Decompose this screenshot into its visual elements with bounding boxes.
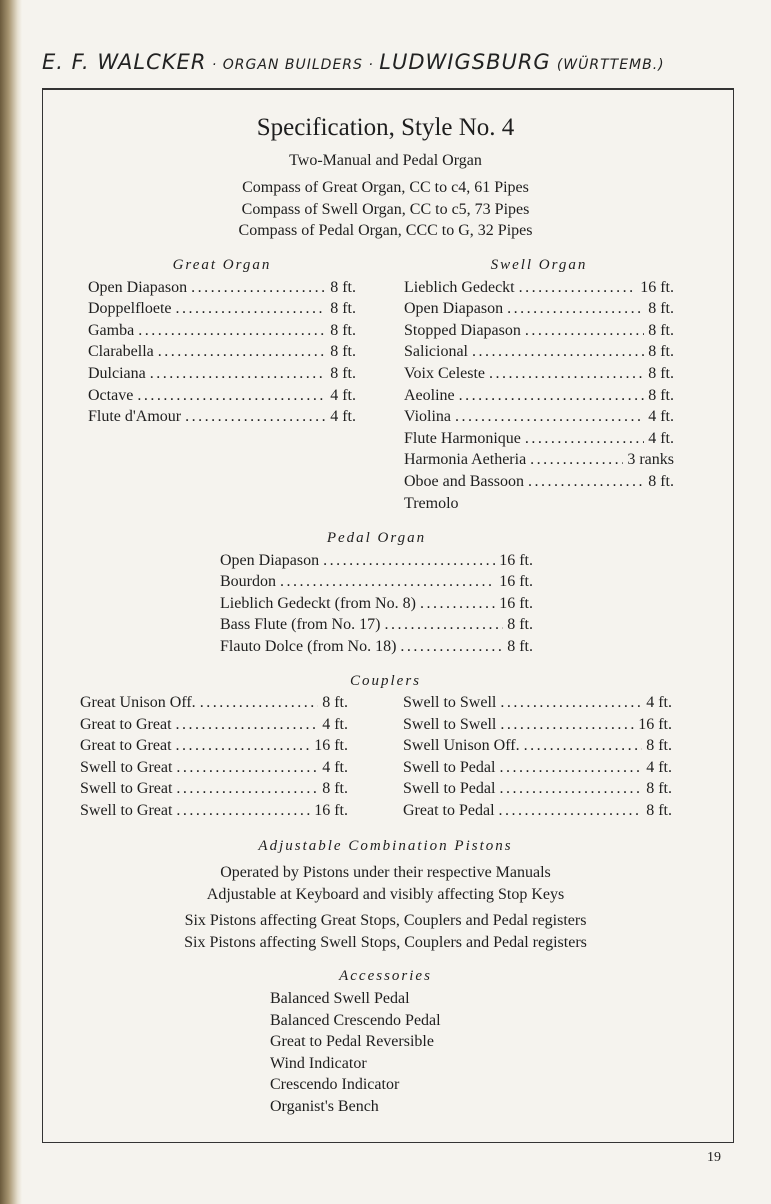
- stop-row: [88, 277, 356, 299]
- page-number: 19: [707, 1150, 721, 1165]
- stop-row: [404, 320, 674, 342]
- stop-name: Swell to Pedal: [403, 780, 496, 798]
- accessories-heading: Accessories: [339, 968, 432, 984]
- stop-row: [88, 406, 356, 428]
- stop-size: 8 ft.: [330, 300, 356, 318]
- stop-name: Great Unison Off.: [80, 694, 196, 711]
- stop-name: Swell to Swell: [403, 694, 497, 711]
- region: (WÜRTTEMB.): [556, 57, 665, 73]
- stop-size: 4 ft.: [648, 408, 674, 426]
- stop-name: Salicional: [404, 343, 468, 361]
- stop-name: Dulciana: [88, 364, 146, 382]
- stop-size: 8 ft.: [646, 780, 672, 798]
- stop-row: [403, 692, 672, 714]
- stop-size: 16 ft.: [499, 551, 533, 569]
- stop-name: Great to Pedal: [403, 801, 495, 819]
- piston-line: Operated by Pistons under their respective Manuals: [220, 864, 551, 881]
- leader-dots: [420, 593, 495, 615]
- stop-size: 8 ft.: [330, 321, 356, 339]
- maker-name: E. F. WALCKER: [42, 50, 207, 74]
- leader-dots: [524, 735, 643, 757]
- stop-name: Open Diapason: [88, 278, 188, 296]
- stop-size: 16 ft.: [314, 801, 348, 819]
- stop-size: 8 ft.: [646, 801, 672, 819]
- stop-size: 16 ft.: [499, 594, 533, 612]
- stop-row: [88, 298, 356, 320]
- leader-dots: [489, 363, 644, 385]
- leader-dots: [499, 757, 642, 779]
- stop-name: Swell Unison Off.: [403, 737, 520, 755]
- leader-dots: [499, 800, 643, 822]
- stop-name: Voix Celeste: [404, 364, 486, 382]
- stop-name: Flauto Dolce (from No. 18): [220, 637, 397, 655]
- stop-row: [404, 298, 674, 320]
- stop-size: 4 ft.: [330, 408, 356, 426]
- leader-dots: [499, 778, 642, 800]
- stop-size: 8 ft.: [648, 300, 674, 318]
- stop-row: [404, 385, 674, 407]
- leader-dots: [137, 385, 326, 407]
- stop-row: [220, 550, 533, 572]
- leader-dots: [530, 449, 623, 471]
- separator: ·: [206, 57, 223, 73]
- piston-line: Six Pistons affecting Swell Stops, Couplers and Pedal registers: [184, 934, 587, 951]
- stop-name: Doppelfloete: [88, 300, 172, 318]
- stop-row: [80, 800, 348, 822]
- piston-line: Adjustable at Keyboard and visibly affecting Stop Keys: [206, 886, 565, 903]
- stop-size: 16 ft.: [640, 278, 674, 296]
- stop-name: Open Diapason: [220, 551, 320, 569]
- stop-name: Lieblich Gedeckt (from No. 8): [220, 594, 416, 612]
- leader-dots: [472, 341, 644, 363]
- accessory-item: Balanced Crescendo Pedal: [270, 1011, 441, 1029]
- stop-size: 8 ft.: [322, 780, 348, 798]
- stop-row: [404, 449, 674, 471]
- leader-dots: [185, 406, 326, 428]
- stop-name: Flute Harmonique: [404, 429, 521, 447]
- stop-row: [404, 277, 674, 299]
- accessories-list: [270, 988, 441, 1118]
- leader-dots: [200, 692, 319, 714]
- stop-size: 8 ft.: [648, 321, 674, 339]
- stop-row: [88, 385, 356, 407]
- leader-dots: [400, 636, 503, 658]
- stop-size: 8 ft.: [330, 278, 356, 296]
- stop-name: Bass Flute (from No. 17): [220, 616, 381, 634]
- stop-name: Swell to Great: [80, 758, 173, 776]
- stop-row: [404, 406, 674, 428]
- stop-name: Swell to Swell: [403, 715, 497, 733]
- stop-row: [220, 571, 533, 593]
- stop-name: Clarabella: [88, 343, 154, 361]
- stop-size: 8 ft.: [648, 472, 674, 490]
- stop-row: [403, 714, 672, 736]
- leader-dots: [191, 277, 326, 299]
- stop-name: Lieblich Gedeckt: [404, 278, 515, 296]
- stop-size: 4 ft.: [646, 758, 672, 776]
- swell-organ: [404, 255, 674, 514]
- stop-size: 8 ft.: [330, 364, 356, 382]
- stop-name: Open Diapason: [404, 300, 504, 318]
- stop-size: 8 ft.: [648, 386, 674, 404]
- stop-size: 16 ft.: [314, 737, 348, 755]
- leader-dots: [525, 428, 644, 450]
- leader-dots: [138, 320, 326, 342]
- stop-name: Great to Great: [80, 715, 172, 733]
- accessory-item: Great to Pedal Reversible: [270, 1033, 434, 1051]
- swell-heading: Swell Organ: [490, 257, 588, 273]
- stop-size: 16 ft.: [638, 715, 672, 733]
- stop-row: [80, 692, 348, 714]
- stop-size: 8 ft.: [330, 343, 356, 361]
- stop-name: Oboe and Bassoon: [404, 472, 524, 490]
- pistons-heading: Adjustable Combination Pistons: [258, 838, 513, 854]
- leader-dots: [500, 692, 642, 714]
- compass-line: Compass of Swell Organ, CC to c5, 73 Pipes: [241, 200, 530, 218]
- accessory-item: Organist's Bench: [270, 1097, 379, 1115]
- leader-dots: [176, 800, 310, 822]
- stop-row: [88, 341, 356, 363]
- leader-dots: [455, 406, 644, 428]
- stop-size: 8 ft.: [648, 343, 674, 361]
- stop-size: 4 ft.: [322, 758, 348, 776]
- leader-dots: [176, 714, 319, 736]
- stop-row: [403, 778, 672, 800]
- stop-name: Swell to Pedal: [403, 758, 496, 776]
- page-title: Specification, Style No. 4: [256, 114, 515, 141]
- stop-row: [404, 428, 674, 450]
- pedal-heading: Pedal Organ: [326, 530, 427, 546]
- stop-row: [404, 341, 674, 363]
- great-organ: [88, 255, 356, 428]
- stop-row: [220, 593, 533, 615]
- stop-row: [403, 800, 672, 822]
- stop-size: 16 ft.: [499, 573, 533, 591]
- separator: ·: [362, 57, 380, 73]
- stop-size: 3 ranks: [627, 451, 674, 469]
- stop-name: Gamba: [88, 321, 135, 339]
- stop-size: 4 ft.: [322, 715, 348, 733]
- stop-size: 8 ft.: [648, 364, 674, 382]
- leader-dots: [150, 363, 326, 385]
- running-header: [42, 50, 665, 74]
- leader-dots: [384, 614, 503, 636]
- stop-size: 4 ft.: [646, 694, 672, 711]
- stop-size: 4 ft.: [330, 386, 356, 404]
- trade: ORGAN BUILDERS: [222, 57, 363, 73]
- leader-dots: [176, 757, 318, 779]
- leader-dots: [176, 735, 311, 757]
- accessory-item: Wind Indicator: [270, 1054, 367, 1072]
- stop-row: [88, 320, 356, 342]
- stop-row: [403, 757, 672, 779]
- accessory-item: Balanced Swell Pedal: [270, 990, 410, 1007]
- stop-row: [404, 471, 674, 493]
- leader-dots: [323, 550, 495, 572]
- stop-row: [80, 778, 348, 800]
- stop-row: [80, 714, 348, 736]
- stop-name: Great to Great: [80, 737, 172, 755]
- stop-row: [220, 614, 533, 636]
- stop-name: Flute d'Amour: [88, 408, 182, 426]
- stop-row: [403, 735, 672, 757]
- stop-size: 8 ft.: [646, 737, 672, 755]
- leader-dots: [500, 714, 634, 736]
- stop-name: Swell to Great: [80, 801, 173, 819]
- leader-dots: [519, 277, 637, 299]
- compass-list: [0, 177, 771, 242]
- stop-size: 8 ft.: [507, 637, 533, 655]
- stop-name: Stopped Diapason: [404, 321, 521, 339]
- stop-name: Bourdon: [220, 573, 276, 591]
- stop-row: [88, 363, 356, 385]
- tremolo: Tremolo: [404, 494, 459, 512]
- stop-name: Octave: [88, 386, 134, 404]
- couplers-left: [80, 692, 348, 822]
- compass-line: Compass of Pedal Organ, CCC to G, 32 Pipes: [238, 222, 533, 240]
- stop-size: 4 ft.: [648, 429, 674, 447]
- great-heading: Great Organ: [172, 257, 272, 273]
- leader-dots: [158, 341, 326, 363]
- piston-line: Six Pistons affecting Great Stops, Couplers and Pedal registers: [184, 912, 587, 929]
- leader-dots: [525, 320, 644, 342]
- stop-row: [80, 757, 348, 779]
- pedal-organ: [220, 528, 533, 658]
- city: LUDWIGSBURG: [379, 50, 551, 74]
- stop-name: Violina: [404, 408, 452, 426]
- stop-name: Aeoline: [404, 386, 455, 404]
- stop-row: [80, 735, 348, 757]
- stop-row: [404, 363, 674, 385]
- subtitle: Two-Manual and Pedal Organ: [289, 152, 482, 169]
- leader-dots: [507, 298, 644, 320]
- leader-dots: [459, 385, 645, 407]
- stop-row: [220, 636, 533, 658]
- stop-name: Harmonia Aetheria: [404, 451, 527, 469]
- leader-dots: [176, 298, 327, 320]
- stop-name: Swell to Great: [80, 780, 173, 798]
- couplers-right: [403, 692, 672, 822]
- accessory-item: Crescendo Indicator: [270, 1076, 400, 1094]
- stop-size: 8 ft.: [507, 616, 533, 634]
- couplers-heading: Couplers: [349, 673, 421, 689]
- leader-dots: [176, 778, 318, 800]
- leader-dots: [528, 471, 644, 493]
- stop-size: 8 ft.: [322, 694, 348, 711]
- compass-line: Compass of Great Organ, CC to c4, 61 Pipes: [242, 179, 529, 196]
- leader-dots: [280, 571, 495, 593]
